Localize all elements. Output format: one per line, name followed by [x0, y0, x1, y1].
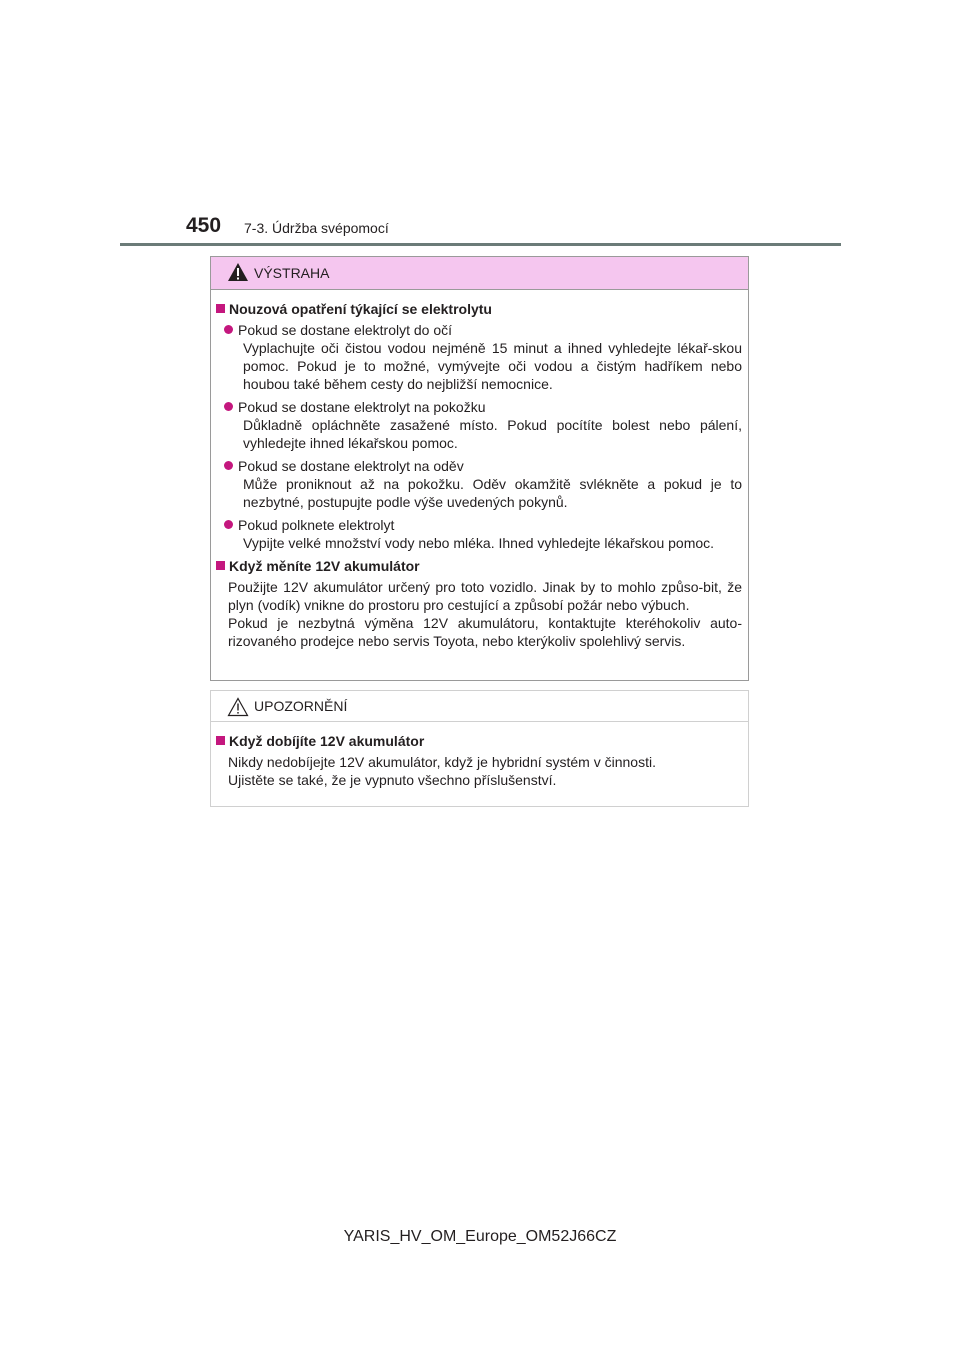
paragraph: Pokud je nezbytná výměna 12V akumulátoru, kontaktujte kteréhokoliv auto-rizovaného prodejce nebo servis Toyota, nebo kterýkoliv spolehlivý servis. — [228, 615, 742, 649]
item-title: Pokud se dostane elektrolyt na pokožku — [238, 399, 486, 415]
item-title: Pokud se dostane elektrolyt na oděv — [238, 458, 464, 474]
section-heading — [216, 300, 742, 318]
warning-outline-icon — [227, 697, 249, 717]
heading-text: Když měníte 12V akumulátor — [229, 558, 420, 574]
caution-header — [211, 691, 748, 722]
paragraph: Použijte 12V akumulátor určený pro toto vozidlo. Jinak by to mohlo způso-bit, že plyn (vodík) vnikne do prostoru pro cestující a způsobí požár nebo výbuch. — [228, 579, 742, 613]
header-divider — [120, 243, 841, 246]
item-title: Pokud se dostane elektrolyt do očí — [238, 322, 453, 338]
warning-filled-icon — [227, 262, 249, 282]
section-heading — [216, 732, 742, 750]
paragraph: Ujistěte se také, že je vypnuto všechno příslušenství. — [228, 772, 557, 788]
caution-label: UPOZORNĚNÍ — [254, 698, 348, 714]
warning-box — [210, 256, 749, 681]
bullet-icon — [224, 325, 233, 334]
list-item — [224, 457, 742, 511]
paragraph: Nikdy nedobíjejte 12V akumulátor, když je hybridní systém v činnosti. — [228, 754, 656, 770]
square-bullet-icon — [216, 736, 225, 745]
warning-label: VÝSTRAHA — [254, 265, 330, 281]
item-text: Důkladně opláchněte zasažené místo. Pokud pocítíte bolest nebo pálení, vyhledejte ihned lékařskou pomoc. — [243, 417, 742, 451]
bullet-icon — [224, 402, 233, 411]
item-text: Může proniknout až na pokožku. Oděv okamžitě svlékněte a pokud je to nezbytné, postupujte podle výše uvedených pokynů. — [243, 476, 742, 510]
bullet-icon — [224, 461, 233, 470]
page-number: 450 — [186, 214, 222, 237]
list-item — [224, 398, 742, 452]
list-item — [224, 321, 742, 393]
list-item — [224, 516, 742, 552]
heading-text: Když dobíjíte 12V akumulátor — [229, 733, 425, 749]
warning-header — [211, 257, 748, 290]
section-title: 7-3. Údržba svépomocí — [244, 220, 389, 236]
section-heading — [216, 557, 742, 575]
square-bullet-icon — [216, 561, 225, 570]
heading-text: Nouzová opatření týkající se elektrolytu — [229, 301, 492, 317]
item-text: Vyplachujte oči čistou vodou nejméně 15 minut a ihned vyhledejte lékař-skou pomoc. Pokud je to možné, vymývejte oči vodou a čistým hadříkem nebo houbou také během cesty do nejbližší nemocnice. — [243, 340, 742, 392]
caution-box — [210, 690, 749, 807]
square-bullet-icon — [216, 304, 225, 313]
item-text: Vypijte velké množství vody nebo mléka. Ihned vyhledejte lékařskou pomoc. — [243, 535, 715, 551]
item-title: Pokud polknete elektrolyt — [238, 517, 395, 533]
bullet-icon — [224, 520, 233, 529]
document-code: YARIS_HV_OM_Europe_OM52J66CZ — [343, 1228, 617, 1245]
